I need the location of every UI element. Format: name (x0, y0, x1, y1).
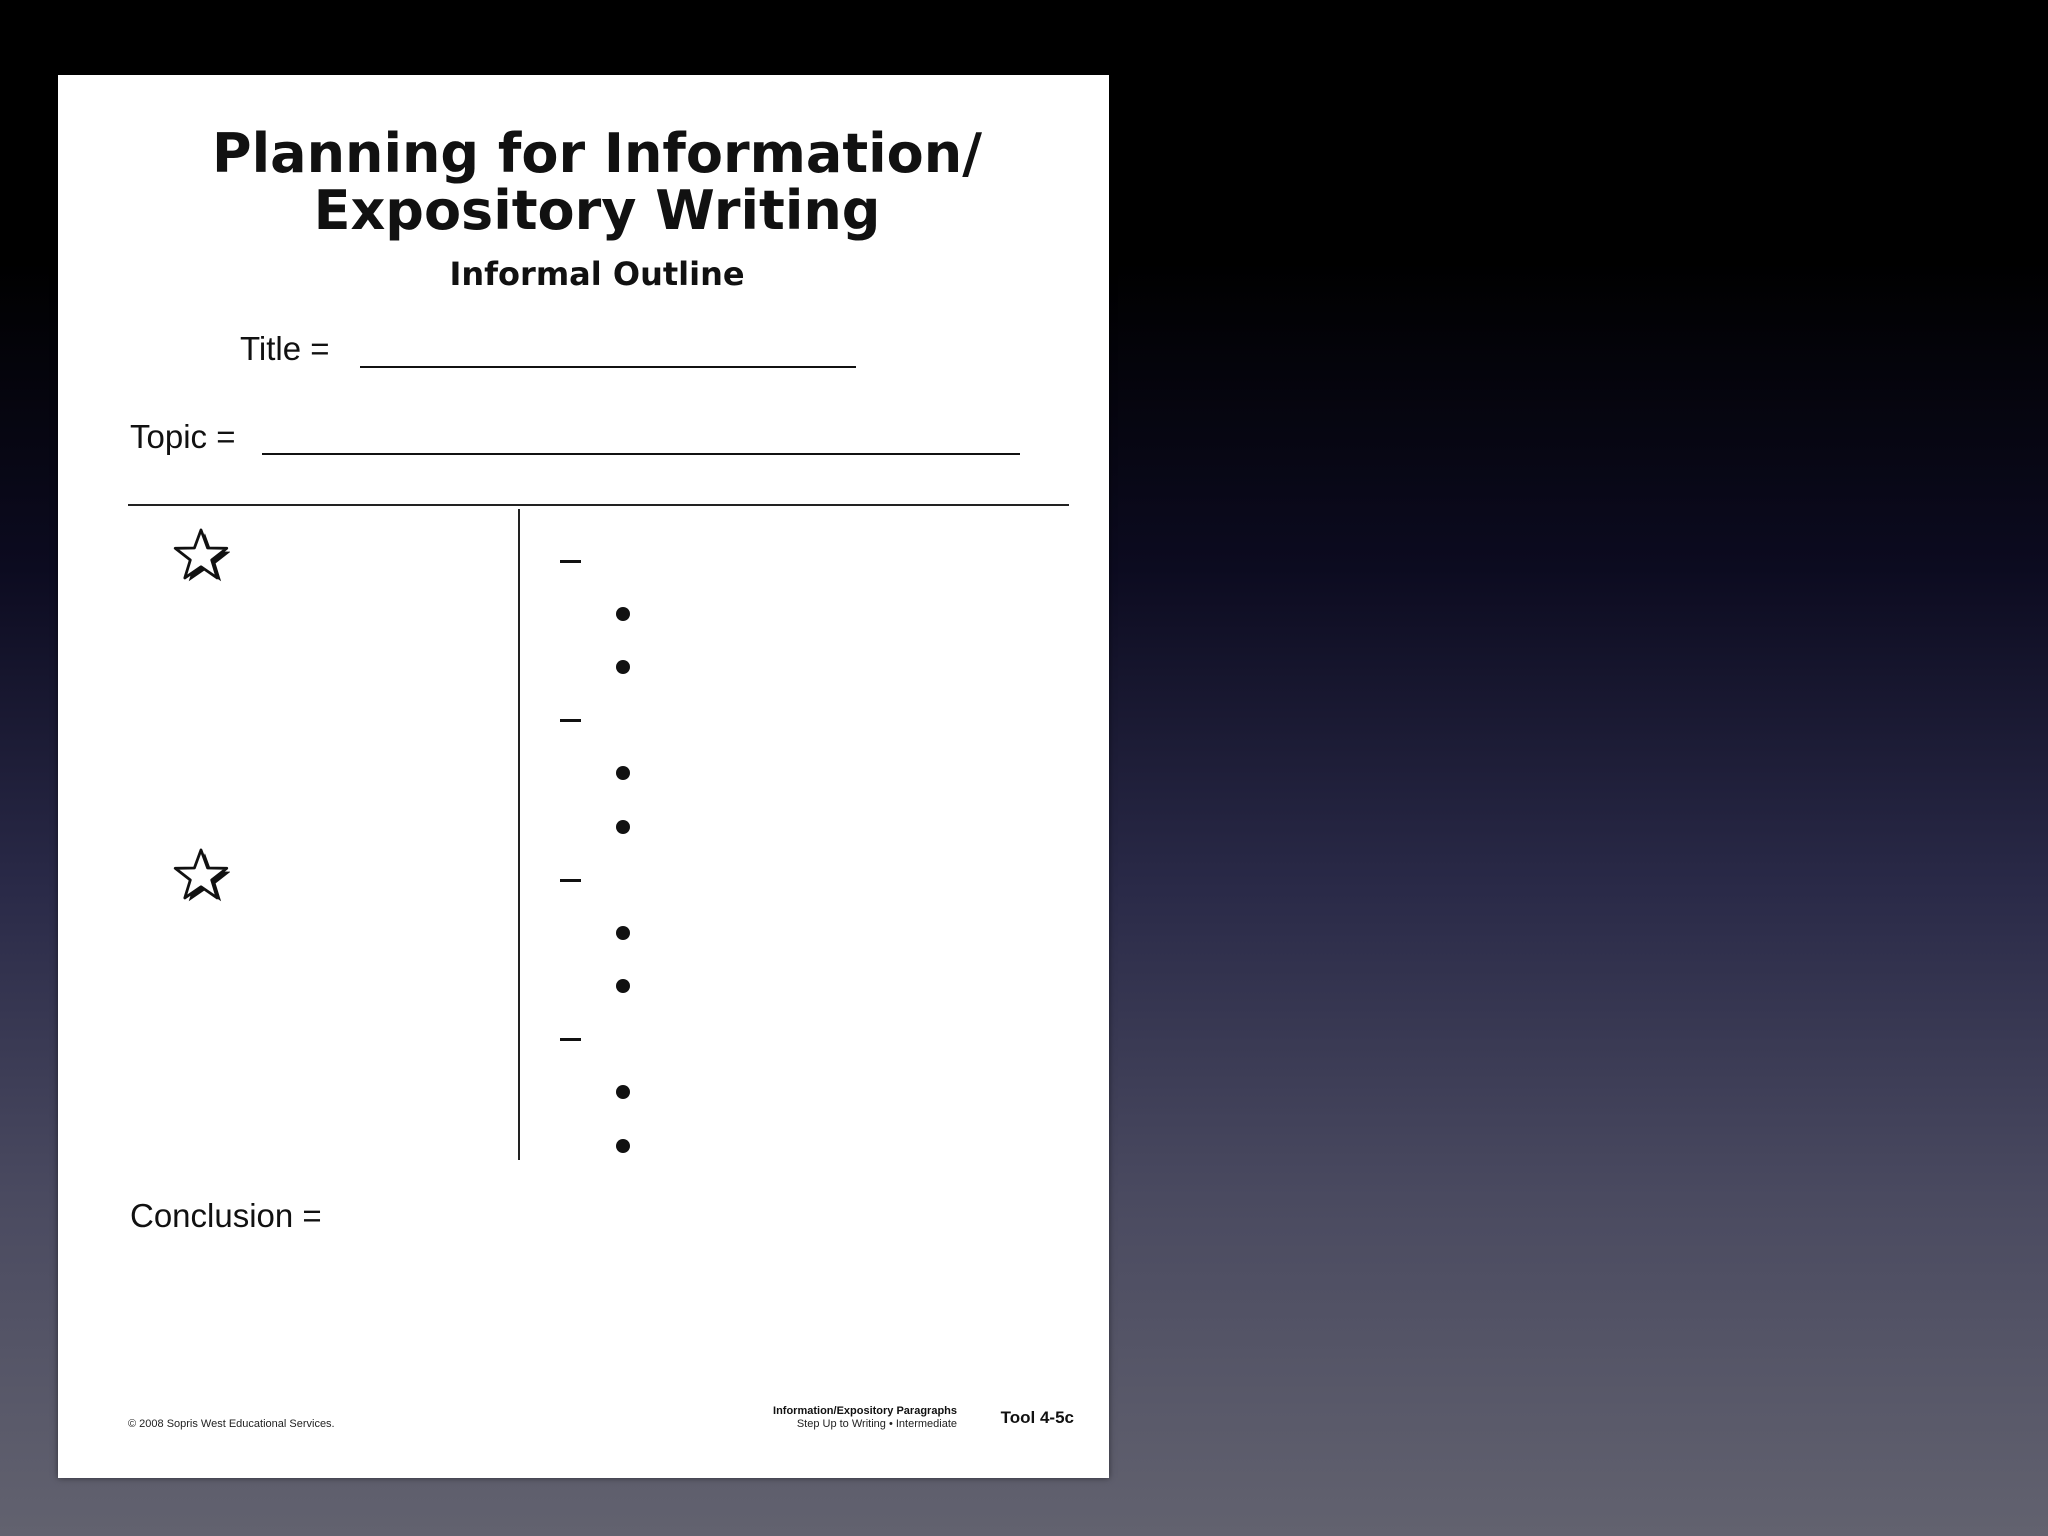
outline-bullet (616, 1139, 630, 1153)
outline-bullet (616, 607, 630, 621)
footer-series-title: Information/Expository Paragraphs (773, 1405, 957, 1417)
star-icon (172, 846, 230, 902)
outline-dash-marker (560, 879, 581, 882)
star-icon (172, 526, 230, 582)
footer-series-subtitle: Step Up to Writing • Intermediate (796, 1418, 957, 1430)
outline-dash-marker (560, 1038, 581, 1041)
conclusion-label: Conclusion = (130, 1197, 322, 1234)
title-blank-line[interactable] (360, 366, 856, 368)
copyright-notice: © 2008 Sopris West Educational Services. (128, 1418, 335, 1430)
outline-bullet (616, 979, 630, 993)
topic-blank-line[interactable] (262, 453, 1020, 455)
outline-bullet (616, 926, 630, 940)
outline-dash-marker (560, 719, 581, 722)
worksheet-title-line-2: Expository Writing (313, 179, 881, 242)
topic-label: Topic = (130, 418, 236, 455)
worksheet-page (58, 75, 1109, 1478)
outline-bullet (616, 660, 630, 674)
outline-top-rule (128, 504, 1069, 506)
worksheet-subtitle: Informal Outline (449, 255, 745, 293)
outline-bullet (616, 1085, 630, 1099)
title-label: Title = (240, 330, 330, 367)
outline-dash-marker (560, 560, 581, 563)
tool-id-label: Tool 4-5c (1000, 1408, 1074, 1427)
worksheet-title-line-1: Planning for Information/ (212, 122, 982, 185)
outline-column-divider (518, 509, 520, 1160)
outline-bullet (616, 820, 630, 834)
outline-bullet (616, 766, 630, 780)
